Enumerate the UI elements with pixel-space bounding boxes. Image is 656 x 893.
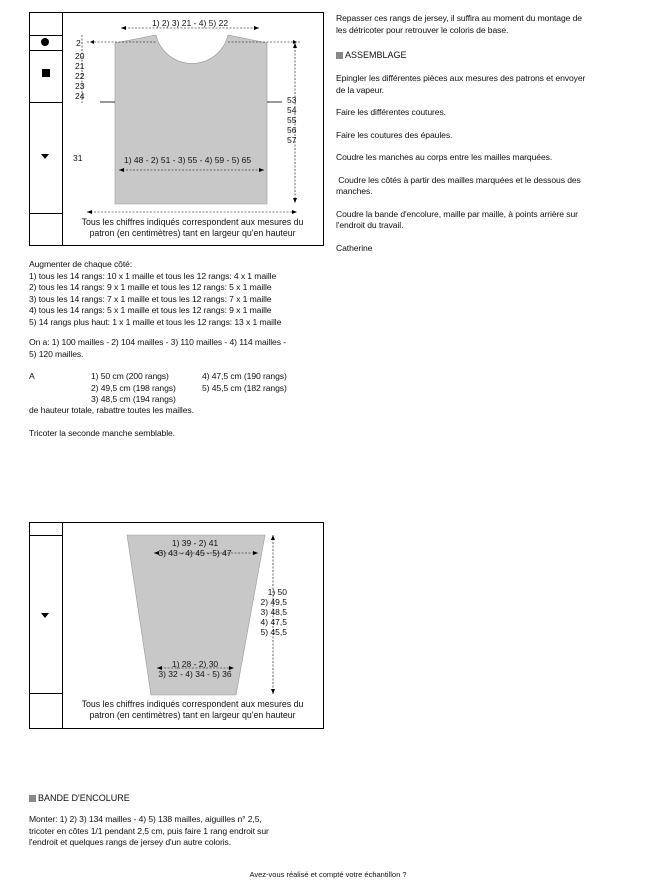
augment-line: 5) 14 rangs plus haut: 1 x 1 maille et tous les 12 rangs: 13 x 1 maille	[29, 316, 282, 327]
footer-note: Avez-vous réalisé et compté votre échantillon ?	[249, 870, 407, 879]
dim-line: 3) 32 - 4) 34 - 5) 36	[158, 669, 232, 679]
bande-body	[29, 814, 329, 849]
neck-row-label: 2	[76, 38, 81, 48]
paragraph-line: tricoter en côtes 1/1 pendant 2,5 cm, puis faire 1 rang endroit sur	[29, 825, 269, 836]
paragraph-line: Coudre les manches au corps entre les mailles marquées.	[336, 152, 553, 162]
heading-text: BANDE D'ENCOLURE	[38, 793, 130, 803]
hauteur-line: de hauteur totale, rabattre toutes les mailles.	[29, 405, 194, 415]
rows-left-list	[75, 51, 84, 101]
diagram-caption	[62, 699, 323, 721]
augment-line: 4) tous les 14 rangs: 5 x 1 maille et tous les 12 rangs: 9 x 1 maille	[29, 305, 272, 315]
top-width-label: 1) 2) 3) 21 - 4) 5) 22	[152, 18, 229, 28]
stitch-count-line: 5) 120 mailles.	[29, 348, 84, 359]
paragraph-line: Coudre la bande d'encolure, maille par maille, à points arrière sur	[336, 208, 578, 219]
caption-line: Tous les chiffres indiqués correspondent aux mesures du	[81, 699, 304, 709]
side-number: 31	[73, 153, 83, 163]
paragraph-line: manches.	[336, 186, 373, 196]
rows-right-list	[287, 95, 296, 145]
sleeve-top-label	[130, 538, 260, 558]
height-value: 3) 48,5	[260, 607, 287, 617]
body-shape	[30, 13, 323, 245]
stitch-count	[29, 337, 329, 360]
assemblage-heading	[336, 49, 407, 61]
assemblage-body	[336, 73, 636, 254]
height-value: 4) 47,5	[260, 617, 287, 627]
row-number: 20	[75, 51, 85, 61]
height-option: 3) 48,5 cm (194 rangs)	[91, 394, 176, 404]
dim-line: 1) 39 - 2) 41	[171, 538, 219, 548]
row-number: 21	[75, 61, 85, 71]
height-option: 2) 49,5 cm (198 rangs)	[91, 382, 176, 393]
row-number: 23	[75, 81, 85, 91]
bande-heading	[29, 792, 130, 804]
paragraph-line: Faire les différentes coutures.	[336, 107, 446, 117]
height-number: 54	[287, 105, 297, 115]
signature: Catherine	[336, 242, 373, 253]
tricoter-line: Tricoter la seconde manche semblable.	[29, 428, 175, 438]
paragraph-line: l'endroit et quelques rangs de jersey d'un autre coloris.	[29, 837, 232, 847]
height-number: 55	[287, 115, 297, 125]
height-value: 1) 50	[267, 587, 287, 597]
paragraph-line: Monter: 1) 2) 3) 134 mailles - 4) 5) 138 mailles, aiguilles n° 2,5,	[29, 814, 262, 824]
augment-line: 1) tous les 14 rangs: 10 x 1 maille et tous les 12 rangs: 4 x 1 maille	[29, 270, 277, 281]
body-schematic	[29, 12, 324, 246]
height-value: 5) 45,5	[260, 627, 287, 637]
augment-title: Augmenter de chaque côté:	[29, 259, 133, 269]
paragraph-line: Faire les coutures des épaules.	[336, 129, 453, 140]
augment-section	[29, 259, 329, 328]
dim-line: 1) 28 - 2) 30	[171, 659, 219, 669]
caption-line: patron (en centimètres) tant en largeur qu'en hauteur	[89, 228, 296, 238]
dim-line: 3) 43 - 4) 45 - 5) 47	[158, 548, 232, 558]
augment-line: 3) tous les 14 rangs: 7 x 1 maille et tous les 12 rangs: 7 x 1 maille	[29, 293, 272, 304]
height-option: 5) 45,5 cm (182 rangs)	[202, 382, 287, 393]
height-value: 2) 49,5	[260, 597, 287, 607]
height-number: 53	[287, 95, 297, 105]
height-number: 57	[287, 135, 297, 145]
augment-line: 2) tous les 14 rangs: 9 x 1 maille et tous les 12 rangs: 5 x 1 maille	[29, 282, 272, 292]
diagram-caption	[62, 217, 323, 239]
paragraph-line: Epingler les différentes pièces aux mesures des patrons et envoyer	[336, 73, 586, 83]
intro-text	[336, 13, 636, 36]
paragraph-line: Coudre les côtés à partir des mailles marquées et le dessous des	[336, 174, 581, 185]
intro-line: les détricoter pour retrouver le coloris de base.	[336, 24, 509, 35]
a-col2	[202, 371, 287, 394]
height-number: 56	[287, 125, 297, 135]
width-label: 1) 48 - 2) 51 - 3) 55 - 4) 59 - 5) 65	[124, 155, 252, 165]
square-bullet-icon	[29, 795, 36, 802]
sleeve-heights	[259, 587, 287, 637]
stitch-count-line: On a: 1) 100 mailles - 2) 104 mailles - 3) 110 mailles - 4) 114 mailles -	[29, 337, 286, 347]
row-number: 22	[75, 71, 85, 81]
caption-line: patron (en centimètres) tant en largeur qu'en hauteur	[89, 710, 296, 720]
paragraph-line: l'endroit du travail.	[336, 220, 404, 230]
sleeve-schematic	[29, 522, 324, 729]
square-bullet-icon	[336, 52, 343, 59]
height-option: 1) 50 cm (200 rangs)	[91, 371, 169, 381]
a-label: A	[29, 371, 35, 381]
a-col1	[91, 371, 176, 406]
heading-text: ASSEMBLAGE	[345, 50, 407, 60]
paragraph-line: de la vapeur.	[336, 84, 384, 95]
row-number: 24	[75, 91, 85, 101]
caption-line: Tous les chiffres indiqués correspondent aux mesures du	[81, 217, 304, 227]
sleeve-bottom-label	[132, 659, 258, 679]
height-option: 4) 47,5 cm (190 rangs)	[202, 371, 287, 381]
intro-line: Repasser ces rangs de jersey, il suffira au moment du montage de	[336, 13, 582, 23]
